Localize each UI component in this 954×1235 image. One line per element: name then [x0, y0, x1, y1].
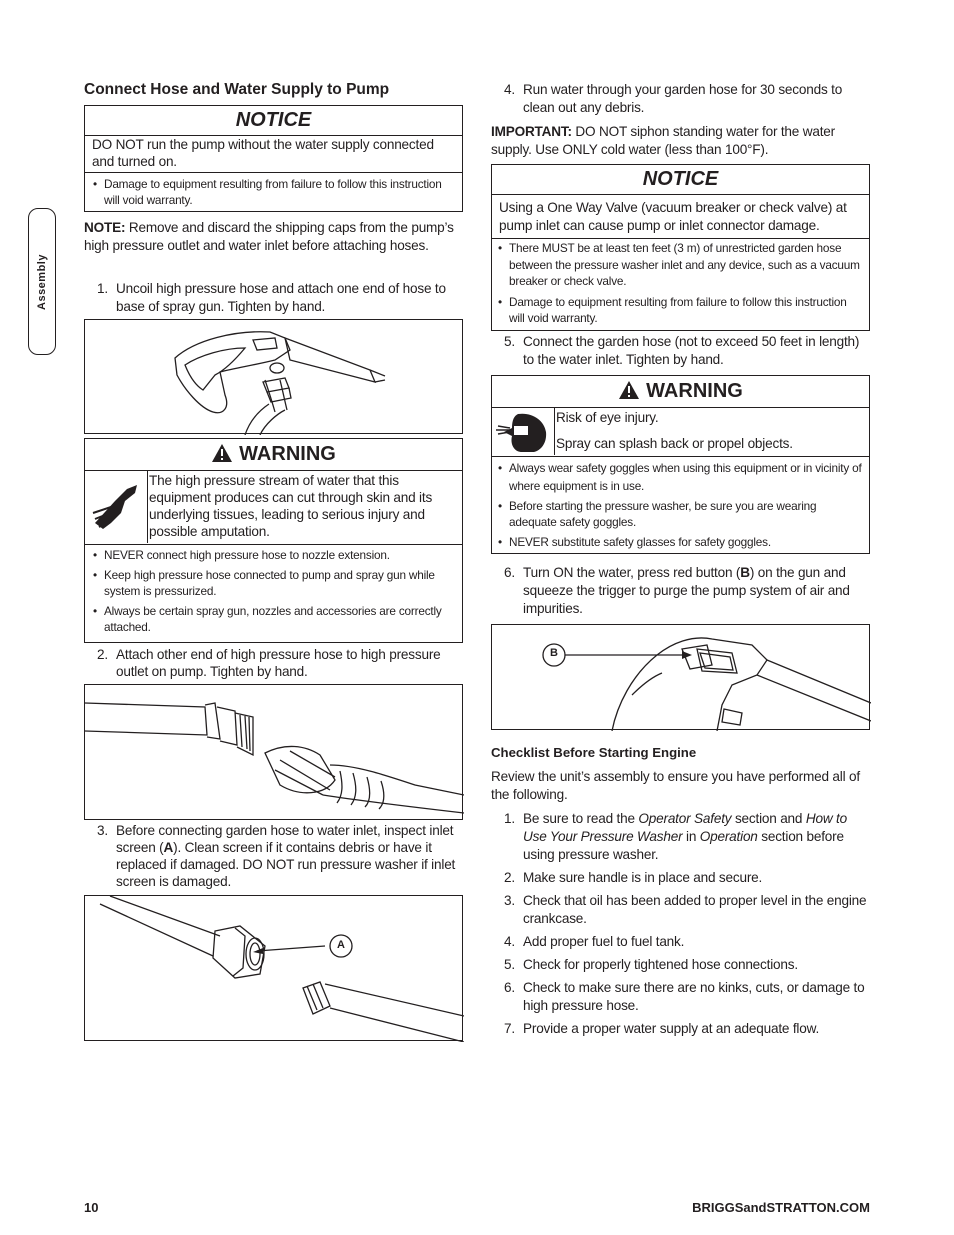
- warning-box-2: [491, 375, 870, 554]
- checklist-list: [491, 810, 871, 1038]
- checklist-item: 7. Provide a proper water supply at an adequate flow.: [504, 1021, 820, 1036]
- checklist-item: 1. Be sure to read the Operator Safety section and How to Use Your Pressure Washer in Operation section before using pressure washer.: [504, 811, 847, 862]
- warning-message-row: [492, 408, 869, 457]
- callout-a: A: [337, 939, 345, 951]
- step-2: 2. Attach other end of high pressure hose to high pressure outlet on pump. Tighten by hand.: [97, 647, 441, 679]
- warning-line-2: Spray can splash back or propel objects.: [556, 436, 793, 451]
- notice-text: Using a One Way Valve (vacuum breaker or check valve) at pump inlet can cause pump or inlet connector damage.: [492, 195, 869, 239]
- side-section-tab: Assembly: [28, 208, 56, 355]
- notice-box-1: [84, 105, 463, 212]
- eye-hazard-icon: [492, 408, 555, 455]
- notice-text: DO NOT run the pump without the water supply connected and turned on.: [85, 136, 462, 173]
- step-6: 6. Turn ON the water, press red button (B) on the gun and squeeze the trigger to purge the pump system of air and impurities.: [504, 565, 850, 616]
- notice-bullets: [85, 175, 462, 208]
- checklist-intro: Review the unit’s assembly to ensure you have performed all of the following.: [491, 769, 860, 802]
- notice-title: NOTICE: [492, 165, 869, 195]
- figure-hose-outlet: [84, 684, 463, 820]
- notice-bullets: • There MUST be at least ten feet (3 m) of unrestricted garden hose between the pressure washer inlet and any device, such as a vacuum breaker or check valve. • Damage to equipment resulting from failure to follow this instruction will void warranty.: [492, 240, 869, 327]
- notice-box-2: [491, 164, 870, 331]
- notice-bullet: • Damage to equipment resulting from failure to follow this instruction will void warranty.: [90, 176, 454, 208]
- checklist-item: 4. Add proper fuel to fuel tank.: [504, 934, 685, 949]
- warning-message: The high pressure stream of water that this equipment produces can cut through skin and its underlying tissues, leading to serious injury and possible amputation.: [149, 473, 433, 539]
- figure-spray-gun-hose: [84, 319, 463, 434]
- injection-hazard-icon: [85, 471, 148, 543]
- spray-gun-button-illustration: [492, 625, 871, 731]
- step-4: 4. Run water through your garden hose for 30 seconds to clean out any debris.: [504, 82, 843, 115]
- footer-website: BRIGGSandSTRATTON.COM: [692, 1200, 870, 1215]
- warning-header: WARNING: [85, 439, 462, 471]
- warning-message-row: [85, 471, 462, 545]
- warning-bullets: • Always wear safety goggles when using this equipment or in vicinity of where equipment is in use. • Before starting the pressure washer, be sure you are wearing adequate safety goggles. • NEVER substitute safety glasses for safety goggles.: [492, 459, 869, 550]
- warning-box-1: [84, 438, 463, 643]
- checklist-item: 3. Check that oil has been added to proper level in the engine crankcase.: [504, 893, 867, 926]
- checklist-item: 5. Check for properly tightened hose connections.: [504, 957, 798, 972]
- warning-line-1: Risk of eye injury.: [556, 410, 659, 425]
- figure-red-button: [491, 624, 870, 730]
- warning-triangle-icon: [211, 443, 233, 463]
- step-1: 1. Uncoil high pressure hose and attach one end of hose to base of spray gun. Tighten by hand.: [97, 281, 446, 314]
- step-5: 5. Connect the garden hose (not to exceed 50 feet in length) to the water inlet. Tighten by hand.: [504, 334, 860, 367]
- step-3: 3. Before connecting garden hose to water inlet, inspect inlet screen (A). Clean screen if it contains debris or have it replaced if damaged. DO NOT run pressure washer if inlet screen is damaged.: [97, 823, 456, 889]
- spray-gun-illustration: [85, 320, 464, 435]
- warning-triangle-icon: [618, 380, 640, 400]
- checklist-item: 6. Check to make sure there are no kinks, cuts, or damage to high pressure hose.: [504, 980, 865, 1013]
- notice-title: NOTICE: [85, 106, 462, 136]
- note-paragraph: NOTE: Remove and discard the shipping caps from the pump’s high pressure outlet and water inlet before attaching hoses.: [84, 220, 454, 253]
- hose-outlet-illustration: [85, 685, 464, 821]
- page-number: 10: [84, 1200, 99, 1215]
- callout-b: B: [550, 647, 558, 659]
- warning-header: WARNING: [492, 376, 869, 408]
- checklist-title: Checklist Before Starting Engine: [491, 745, 697, 760]
- section-title: Connect Hose and Water Supply to Pump: [84, 81, 390, 98]
- important-paragraph: IMPORTANT: DO NOT siphon standing water for the water supply. Use ONLY cold water (less than 100°F).: [491, 124, 835, 157]
- warning-bullets: • NEVER connect high pressure hose to nozzle extension. • Keep high pressure hose connected to pump and spray gun while system is pressurized. • Always be certain spray gun, nozzles and accessories are correctly attached.: [85, 547, 462, 635]
- checklist-item: 2. Make sure handle is in place and secure.: [504, 870, 763, 885]
- inlet-screen-illustration: [85, 896, 464, 1042]
- figure-inlet-screen: [84, 895, 463, 1041]
